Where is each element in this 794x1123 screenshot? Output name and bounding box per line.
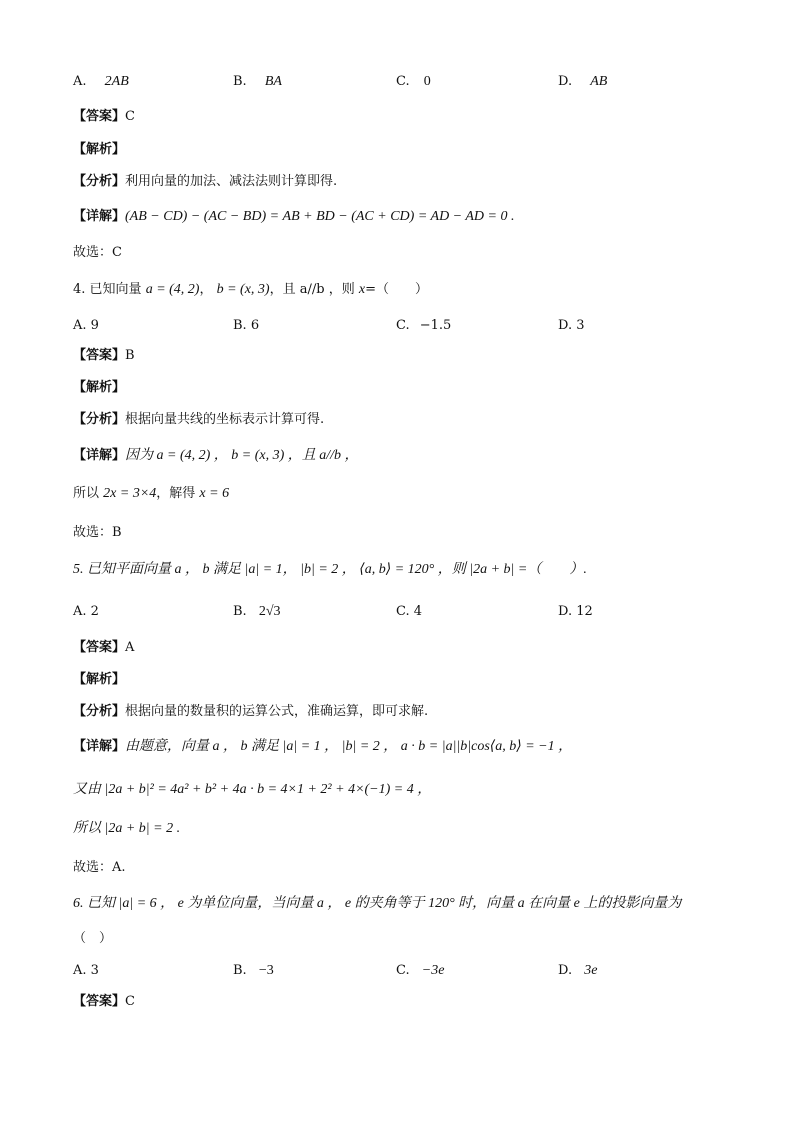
q3-analysis-tag: 【解析】 xyxy=(73,142,126,157)
q3-answer: 【答案】C xyxy=(73,109,135,124)
q3-option-d-text: AB xyxy=(590,74,608,89)
q3-detail: 【详解】(AB − CD) − (AC − BD) = AB + BD − (AC + CD) = AD − AD = 0 . xyxy=(73,209,515,224)
q5-analysis-tag: 【解析】 xyxy=(73,672,126,687)
q3-option-b-text: BA xyxy=(264,74,282,89)
q3-option-a: A. 2AB xyxy=(73,74,129,89)
q4-answer: 【答案】B xyxy=(73,348,135,363)
q4-option-a: A. 9 xyxy=(73,318,99,333)
q4-detail: 【详解】因为 a = (4, 2) ， b = (x, 3) ，且 a//b ， xyxy=(73,448,359,463)
q5-stem: 5. 已知平面向量 a ， b 满足 |a| = 1， |b| = 2 ， ⟨a, b⟩ = 120° ，则 |2a + b| =（ ）. xyxy=(73,562,587,577)
q4-fenxi: 【分析】根据向量共线的坐标表示计算可得. xyxy=(73,412,325,427)
q4-option-b: B. 6 xyxy=(233,318,260,333)
q6-option-c: C. −3e xyxy=(396,963,445,978)
q3-option-c: C. 0 xyxy=(396,74,431,89)
q3-fenxi: 【分析】利用向量的加法、减法法则计算即得. xyxy=(73,174,338,189)
q6-option-b: B. −3 xyxy=(233,963,274,978)
q4-option-c: C. −1.5 xyxy=(396,318,452,333)
q6-option-a: A. 3 xyxy=(73,963,99,978)
q5-answer: 【答案】A xyxy=(73,640,135,655)
q4-stem: 4. 已知向量 a = (4, 2)， b = (x, 3)，且 a//b ，则 x=（ ） xyxy=(73,282,428,297)
q5-detail-3: 所以 |2a + b| = 2 . xyxy=(73,821,181,836)
q5-option-d: D. 12 xyxy=(558,604,593,619)
q3-choose: 故选：C xyxy=(73,245,122,260)
q6-stem-2: （ ） xyxy=(73,931,113,946)
q3-option-b: B. BA xyxy=(233,74,282,89)
q5-choose: 故选：A. xyxy=(73,860,126,875)
q6-stem: 6. 已知 |a| = 6 ， e 为单位向量，当向量 a ， e 的夹角等于 120° 时，向量 a 在向量 e 上的投影向量为 xyxy=(73,896,682,911)
q4-analysis-tag: 【解析】 xyxy=(73,380,126,395)
q5-option-a: A. 2 xyxy=(73,604,99,619)
q4-choose: 故选：B xyxy=(73,525,122,540)
q4-detail-2: 所以 2x = 3×4，解得 x = 6 xyxy=(73,486,230,501)
q5-detail: 【详解】由题意，向量 a ， b 满足 |a| = 1 ， |b| = 2 ， a · b = |a||b|cos⟨a, b⟩ = −1 ， xyxy=(73,739,573,754)
q5-option-c: C. 4 xyxy=(396,604,423,619)
q3-option-a-text: 2AB xyxy=(104,74,129,89)
q5-detail-2: 又由 |2a + b|² = 4a² + b² + 4a · b = 4×1 + 2² + 4×(−1) = 4 ， xyxy=(73,782,432,797)
q4-option-d: D. 3 xyxy=(558,318,585,333)
q3-option-c-text: 0 xyxy=(423,74,431,89)
q6-option-d: D. 3e xyxy=(558,963,598,978)
q6-answer: 【答案】C xyxy=(73,994,135,1009)
q5-option-b: B. 2√3 xyxy=(233,604,281,619)
q3-option-d: D. AB xyxy=(558,74,608,89)
q5-fenxi: 【分析】根据向量的数量积的运算公式，准确运算，即可求解. xyxy=(73,704,429,719)
